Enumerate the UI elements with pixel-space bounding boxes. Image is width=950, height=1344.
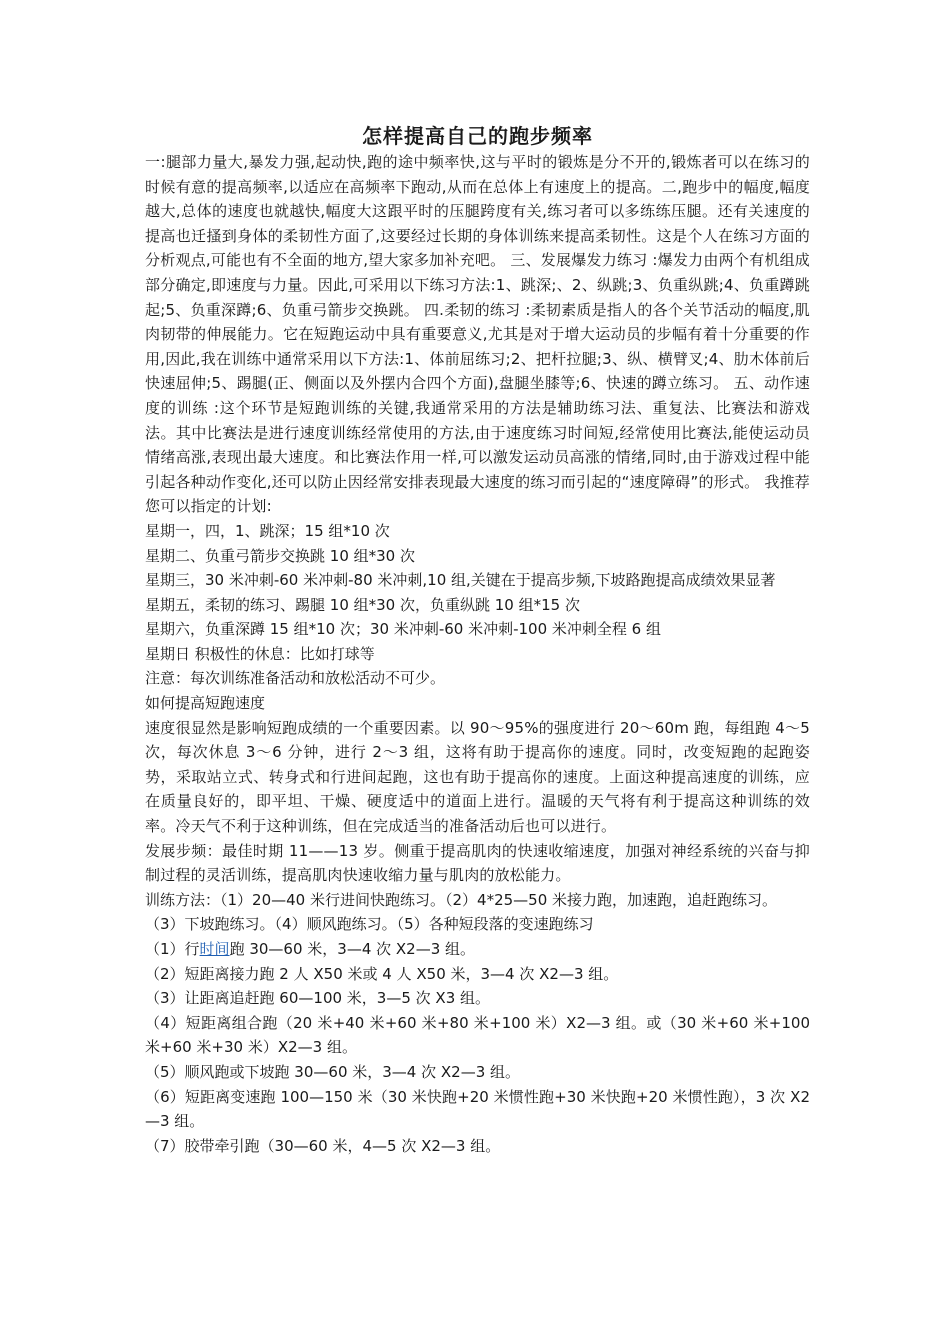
- item-1-suffix: 跑 30—60 米，3—4 次 X2—3 组。: [229, 940, 476, 958]
- document-page: [145, 122, 810, 1158]
- method-item-2: （2）短距离接力跑 2 人 X50 米或 4 人 X50 米，3—4 次 X2—3 组。: [145, 964, 619, 983]
- note-line: 注意：每次训练准备活动和放松活动不可少。: [145, 669, 446, 688]
- section-heading: 如何提高短跑速度: [145, 694, 266, 713]
- method-item-4: （4）短距离组合跑（20 米+40 米+60 米+80 米+100 米）X2—3 组。或（30 米+60 米+100 米+60 米+30 米）X2—3 组。: [145, 1013, 810, 1057]
- item-1-prefix: （1）行: [145, 940, 200, 958]
- methods-line-1: 训练方法：（1）20—40 米行进间快跑练习。（2）4*25—50 米接力跑，加速跑，追赶跑练习。: [145, 890, 778, 909]
- document-title: 怎样提高自己的跑步频率: [362, 124, 593, 148]
- schedule-friday: 星期五，柔韧的练习、踢腿 10 组*30 次，负重纵跳 10 组*15 次: [145, 595, 580, 614]
- method-item-3: （3）让距离追赶跑 60—100 米，3—5 次 X3 组。: [145, 989, 491, 1008]
- time-link[interactable]: 时间: [199, 940, 230, 958]
- speed-paragraph: 速度很显然是影响短跑成绩的一个重要因素。以 90～95%的强度进行 20～60m 跑，每组跑 4～5 次，每次休息 3～6 分钟，进行 2～3 组，这将有助于提高你的速度。同时，改变短跑的起跑姿势，采取站立式、转身式和行进间起跑，这也有助于提高你的速度。上面这种提高速度的训练，应在质量良好的，即平坦、干燥、硬度适中的道面上进行。温暖的天气将有利于提高这种训练的效率。冷天气不利于这种训练，但在完成适当的准备活动后也可以进行。: [145, 718, 810, 836]
- intro-paragraph: 一:腿部力量大,暴发力强,起动快,跑的途中频率快,这与平时的锻炼是分不开的,锻炼者可以在练习的时候有意的提高频率,以适应在高频率下跑动,从而在总体上有速度上的提高。二,跑步中的幅度,幅度越大,总体的速度也就越快,幅度大这跟平时的压腿跨度有关,练习者可以多练练压腿。还有关速度的提高也迁搔到身体的柔韧性方面了,这要经过长期的身体训练来提高柔韧性。这是个人在练习方面的分析观点,可能也有不全面的地方,望大家多加补充吧。 三、发展爆发力练习 :爆发力由两个有机组成部分确定,即速度与力量。因此,可采用以下练习方法:1、跳深;、2、纵跳;3、负重纵跳;4、负重蹲跳起;5、负重深蹲;6、负重弓箭步交换跳。 四.柔韧的练习 :柔韧素质是指人的各个关节活动的幅度,肌肉韧带的伸展能力。它在短跑运动中具有重要意义,尤其是对于增大运动员的步幅有着十分重要的作用,因此,我在训练中通常采用以下方法:1、体前屈练习;2、把杆拉腿;3、纵、横臂叉;4、肋木体前后快速屈伸;5、踢腿(正、侧面以及外摆内合四个方面),盘腿坐膝等;6、快速的蹲立练习。 五、动作速度的训练 :这个环节是短跑训练的关键,我通常采用的方法是辅助练习法、重复法、比赛法和游戏法。其中比赛法是进行速度训练经常使用的方法,由于速度练习时间短,经常使用比赛法,能使运动员情绪高涨,表现出最大速度。和比赛法作用一样,可以激发运动员高涨的情绪,同时,由于游戏过程中能引起各种动作变化,还可以防止因经常安排表现最大速度的练习而引起的“速度障碍”的形式。 我推荐您可以指定的计划:: [145, 153, 810, 516]
- schedule-wednesday: 星期三，30 米冲刺-60 米冲刺-80 米冲刺,10 组,关键在于提高步频,下坡路跑提高成绩效果显著: [145, 571, 776, 590]
- schedule-saturday: 星期六，负重深蹲 15 组*10 次；30 米冲刺-60 米冲刺-100 米冲刺全程 6 组: [145, 620, 661, 639]
- method-item-6: （6）短距离变速跑 100—150 米（30 米快跑+20 米惯性跑+30 米快跑+20 米惯性跑），3 次 X2—3 组。: [145, 1087, 810, 1131]
- schedule-tuesday: 星期二、负重弓箭步交换跳 10 组*30 次: [145, 546, 415, 565]
- schedule-monday: 星期一，四，1、跳深；15 组*10 次: [145, 521, 390, 540]
- schedule-sunday: 星期日 积极性的休息：比如打球等: [145, 644, 375, 663]
- method-item-5: （5）顺风跑或下坡跑 30—60 米，3—4 次 X2—3 组。: [145, 1062, 521, 1081]
- method-item-1: [145, 937, 810, 962]
- methods-line-2: （3）下坡跑练习。（4）顺风跑练习。（5）各种短段落的变速跑练习: [145, 915, 594, 934]
- frequency-paragraph: 发展步频：最佳时期 11——13 岁。侧重于提高肌肉的快速收缩速度，加强对神经系统的兴奋与抑制过程的灵活训练，提高肌肉快速收缩力量与肌肉的放松能力。: [145, 841, 810, 885]
- method-item-7: （7）胶带牵引跑（30—60 米，4—5 次 X2—3 组。: [145, 1136, 501, 1155]
